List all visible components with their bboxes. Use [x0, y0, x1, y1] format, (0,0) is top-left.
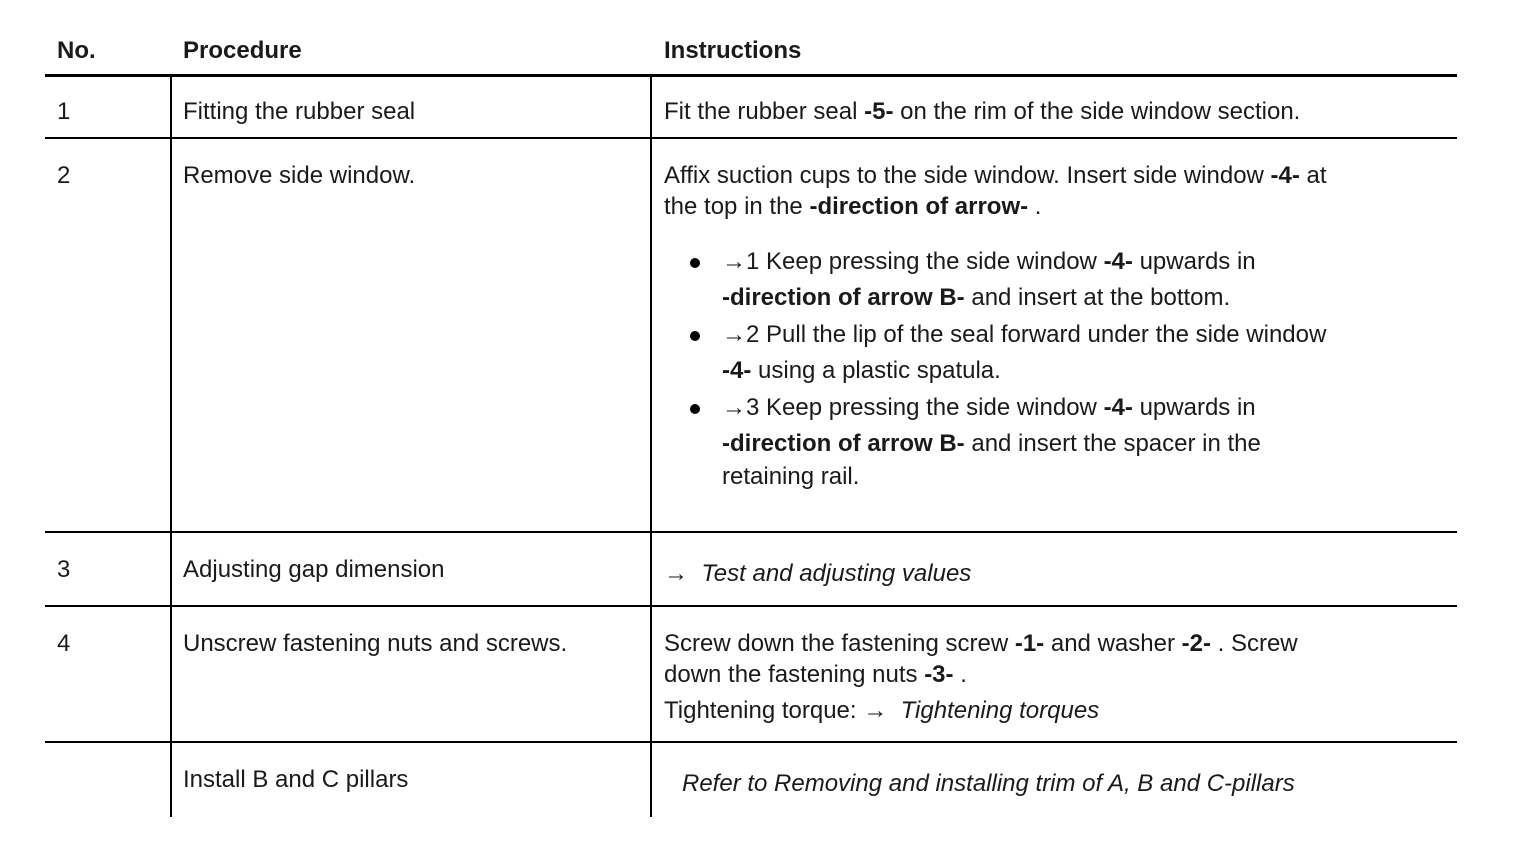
- row-2-no: 2: [57, 162, 71, 189]
- header-instructions: Instructions: [664, 37, 802, 64]
- column-divider: [650, 76, 652, 817]
- row-divider: [45, 605, 1457, 607]
- list-item: →3 Keep pressing the side window -4- upwards in -direction of arrow B- and insert the spacer in the retaining rail.: [680, 389, 1326, 492]
- bullet-icon: [690, 258, 700, 268]
- row-5-procedure: Install B and C pillars: [183, 766, 409, 793]
- bullet-icon: [690, 404, 700, 414]
- row-4-instruction-line-2: down the fastening nuts -3- .: [664, 661, 967, 688]
- row-divider: [45, 531, 1457, 533]
- row-divider: [45, 137, 1457, 139]
- row-4-torque-line: Tightening torque: → Tightening torques: [664, 697, 1100, 724]
- torque-link[interactable]: Tightening torques: [900, 697, 1100, 724]
- procedure-table: [45, 0, 1457, 842]
- header-divider: [45, 74, 1457, 77]
- row-4-no: 4: [57, 630, 71, 657]
- row-5-instruction[interactable]: [682, 768, 1295, 799]
- pillar-trim-link[interactable]: Refer to Removing and installing trim of A, B and C-pillars: [682, 770, 1295, 797]
- test-values-link[interactable]: Test and adjusting values: [701, 560, 972, 587]
- column-divider: [170, 76, 172, 817]
- row-1-procedure: Fitting the rubber seal: [183, 98, 416, 125]
- row-3-procedure: Adjusting gap dimension: [183, 556, 445, 583]
- header-procedure: Procedure: [183, 37, 302, 64]
- row-1-instruction: Fit the rubber seal -5- on the rim of the side window section.: [664, 98, 1301, 125]
- part-ref: -4-: [1270, 162, 1300, 189]
- arrow-right-icon: →: [863, 697, 888, 724]
- arrow-right-icon: →: [664, 560, 688, 587]
- direction-ref: -direction of arrow-: [809, 193, 1029, 220]
- row-2-procedure: Remove side window.: [183, 162, 416, 189]
- row-4-procedure: Unscrew fastening nuts and screws.: [183, 630, 568, 657]
- row-1-no: 1: [57, 98, 71, 125]
- header-no: No.: [57, 37, 96, 64]
- row-divider: [45, 741, 1457, 743]
- row-4-instruction-line-1: Screw down the fastening screw -1- and washer -2- . Screw: [664, 630, 1298, 657]
- list-item: →1 Keep pressing the side window -4- upwards in -direction of arrow B- and insert at the bottom.: [680, 243, 1326, 316]
- part-ref: -5-: [864, 98, 894, 125]
- step-list: [680, 243, 1326, 492]
- row-3-no: 3: [57, 556, 71, 583]
- bullet-icon: [690, 331, 700, 341]
- row-3-instruction[interactable]: [664, 558, 971, 589]
- row-2-instruction-line-1: Affix suction cups to the side window. Insert side window -4- at: [664, 162, 1327, 189]
- row-2-instruction-line-2: the top in the -direction of arrow- .: [664, 193, 1042, 220]
- list-item: →2 Pull the lip of the seal forward under the side window -4- using a plastic spatula.: [680, 316, 1326, 389]
